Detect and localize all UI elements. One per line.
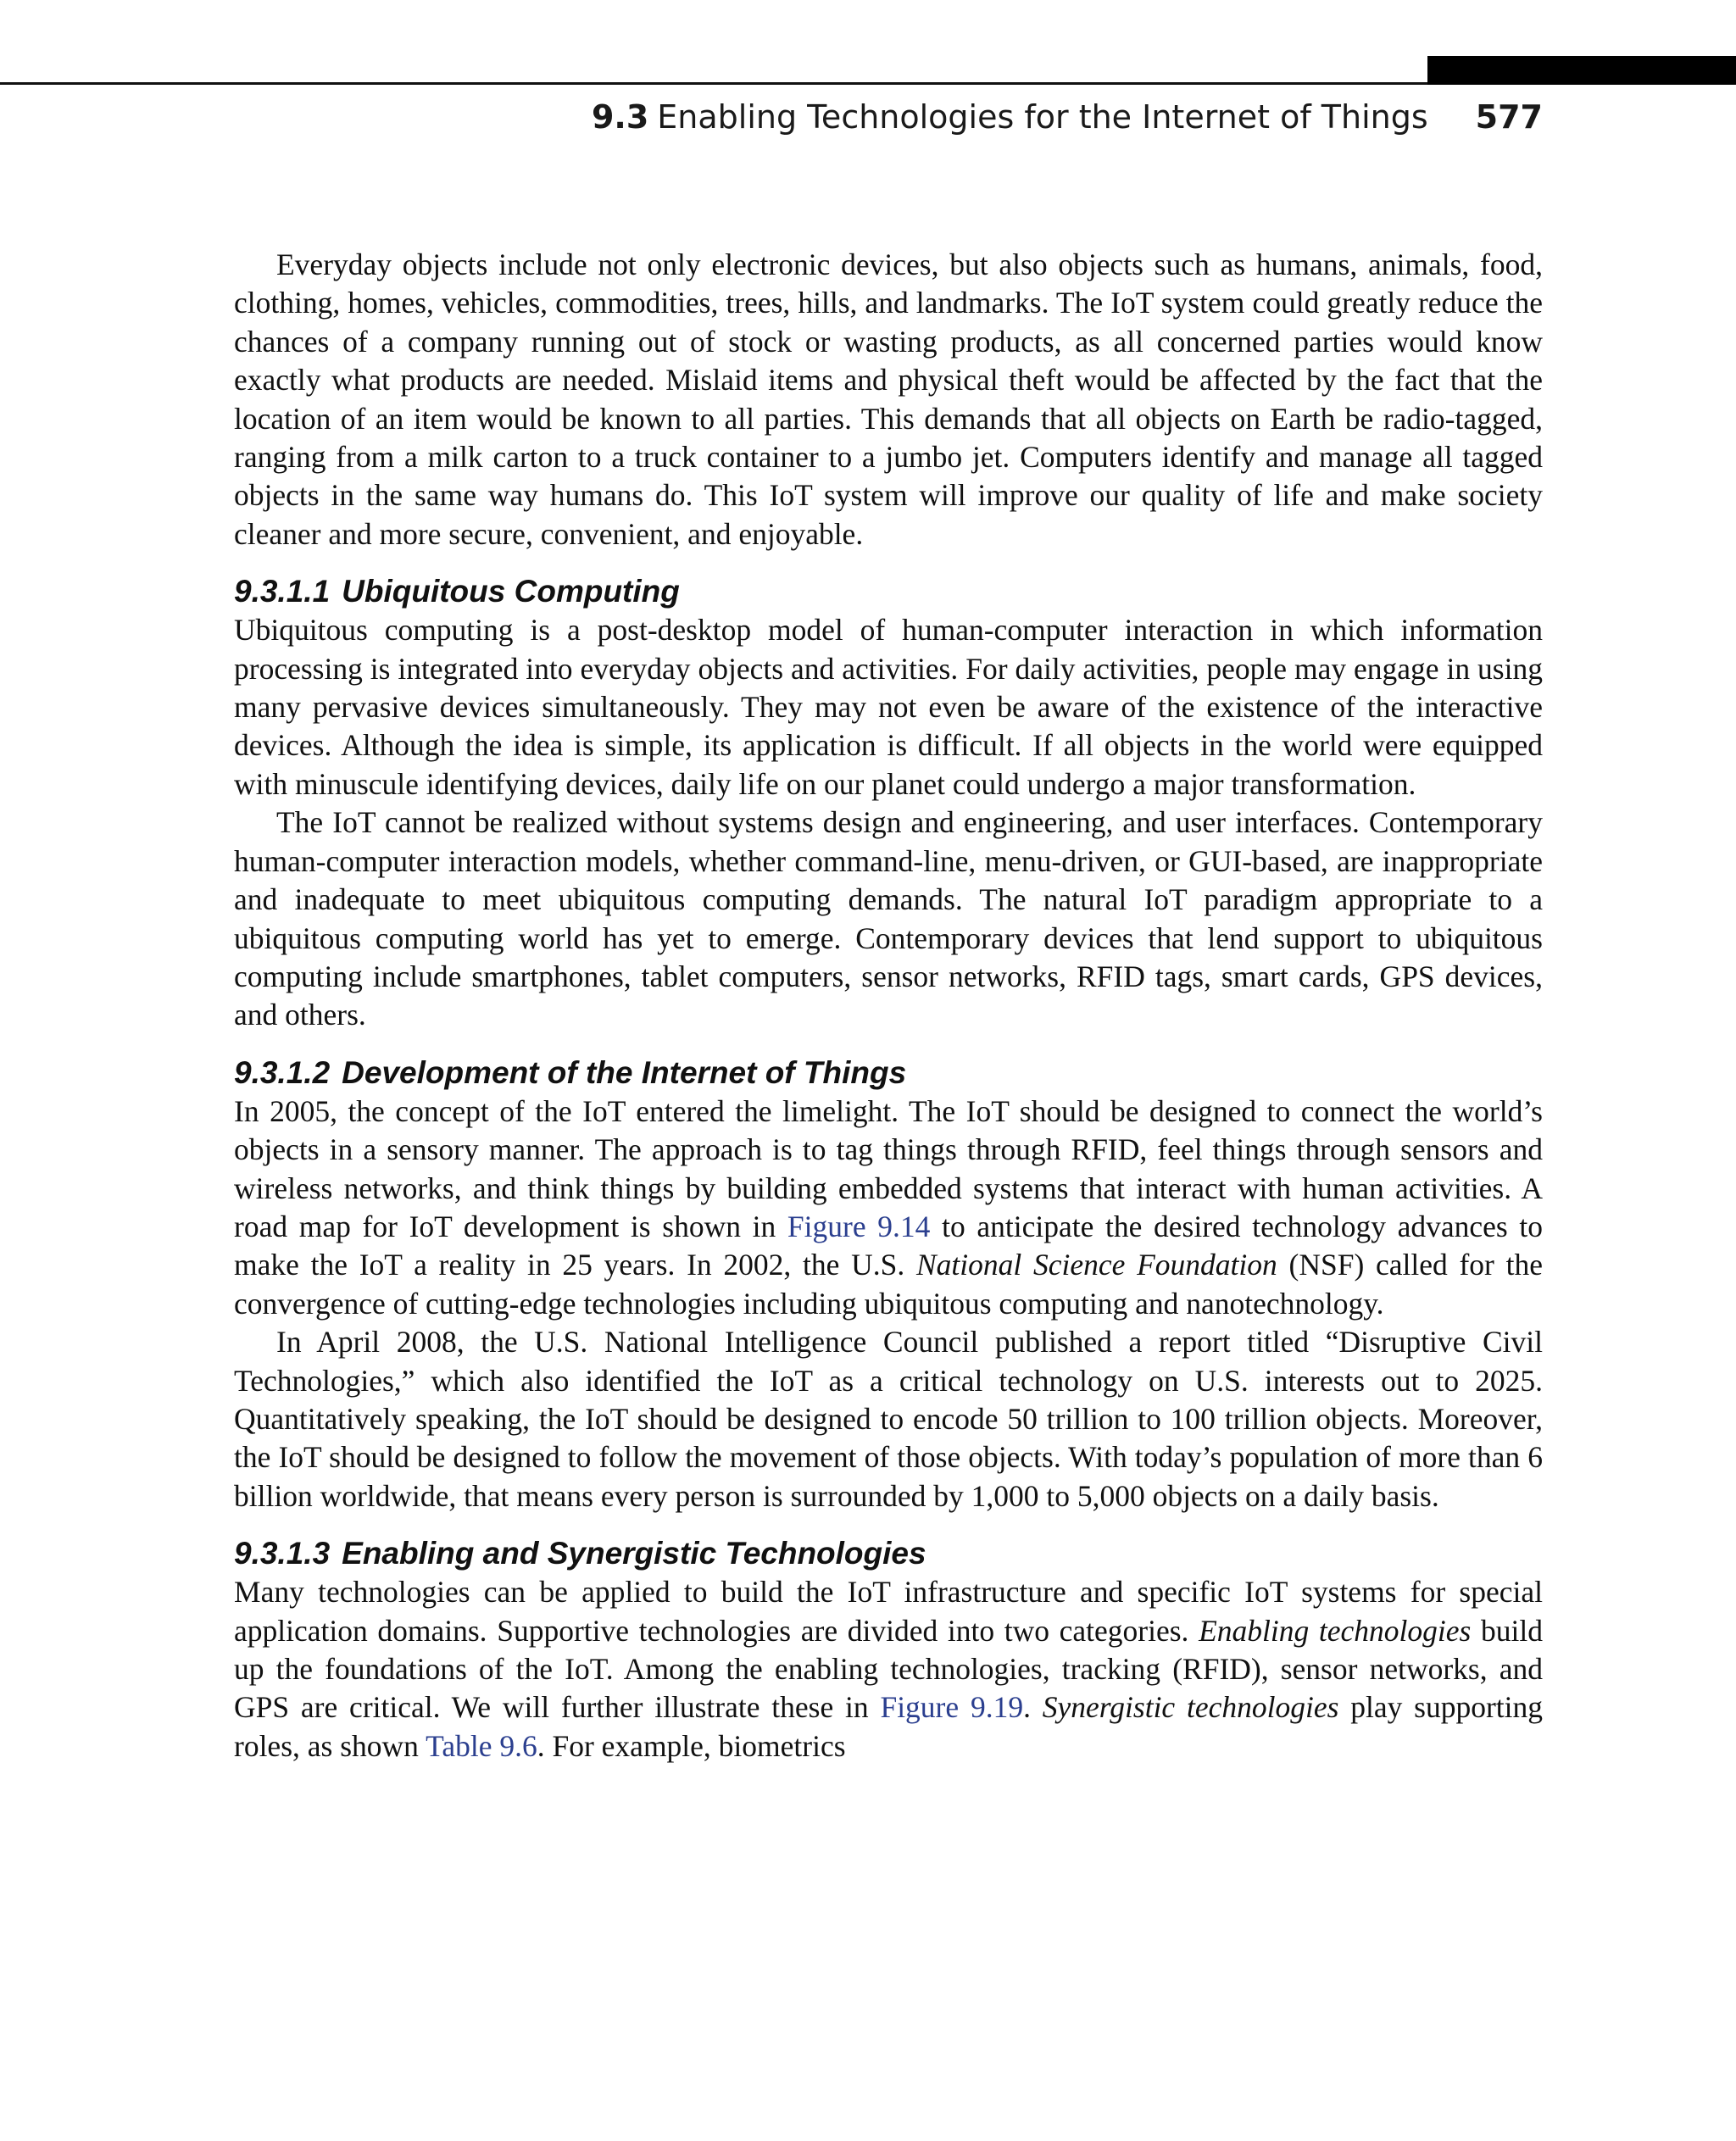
heading-title: Ubiquitous Computing — [342, 574, 680, 609]
table-link[interactable]: Table 9.6 — [426, 1728, 537, 1763]
enabling-paragraph-1 — [234, 1573, 1543, 1766]
heading-number: 9.3.1.2 — [234, 1054, 331, 1090]
text-run: . For example, biometrics — [537, 1728, 846, 1763]
ubiquitous-paragraph-2: The IoT cannot be realized without systems design and engineering, and user interfaces. Contemporary human-computer interaction models, whether command-line, menu-driven, or GUI-based, are inappropriate and inadequate to meet ubiquitous computing demands. The natural IoT paradigm appropriate to a ubiquitous computing world has yet to emerge. Contemporary devices that lend support to ubiquitous computing include smartphones, tablet computers, sensor networks, RFID tags, smart cards, GPS devices, and others. — [234, 805, 1543, 1032]
development-paragraph-1 — [234, 1093, 1543, 1323]
spacer — [234, 1035, 1543, 1054]
text-run: build up the foundations of the IoT. Among the enabling technologies, tracking (RFID), sensor networks, and GPS are critical. We will further illustrate these in — [234, 1613, 1543, 1725]
heading-enabling-synergistic — [234, 1534, 1543, 1573]
text-run: . — [1023, 1690, 1043, 1725]
spacer — [234, 553, 1543, 572]
heading-ubiquitous-computing — [234, 572, 1543, 611]
spacer — [234, 1515, 1543, 1534]
intro-paragraph: Everyday objects include not only electronic devices, but also objects such as humans, animals, food, clothing, homes, vehicles, commodities, trees, hills, and landmarks. The IoT system could greatly reduce the chances of a company running out of stock or wasting products, as all concerned parties would know exactly what products are needed. Mislaid items and physical theft would be affected by the fact that the location of an item would be known to all parties. This demands that all objects on Earth be radio-tagged, ranging from a milk carton to a truck container to a jumbo jet. Computers identify and manage all tagged objects in the same way humans do. This IoT system will improve our quality of life and make society cleaner and more secure, convenient, and enjoyable. — [234, 247, 1543, 551]
text-run: Many technologies can be applied to build the IoT infrastructure and specific IoT systems for special application domains. Supportive technologies are divided into two categories. — [234, 1575, 1543, 1648]
page-edge-tab — [1427, 56, 1736, 85]
emphasis-text: Synergistic technologies — [1042, 1690, 1339, 1725]
running-head — [234, 92, 1543, 142]
heading-development-of-iot — [234, 1054, 1543, 1093]
emphasis-text: National Science Foundation — [915, 1248, 1277, 1282]
development-paragraph-2: In April 2008, the U.S. National Intelligence Council published a report titled “Disruptive Civil Technologies,” which also identified the IoT as a critical technology on U.S. interests out to 2025. Quantitatively speaking, the IoT should be designed to encode 50 trillion to 100 trillion objects. Moreover, the IoT should be designed to follow the movement of those objects. With today’s population of more than 6 billion worldwide, that means every person is surrounded by 1,000 to 5,000 objects on a daily basis. — [234, 1325, 1543, 1513]
running-head-section-title: Enabling Technologies for the Internet of Things — [657, 98, 1428, 136]
text-run: to anticipate the desired technology advances to make the IoT a reality in 25 years. In 2002, the U.S. — [234, 1209, 1544, 1282]
text-run: play supporting roles, as shown — [234, 1690, 1544, 1763]
page-number: 577 — [1475, 98, 1543, 136]
figure-link[interactable]: Figure 9.19 — [880, 1690, 1024, 1725]
heading-title: Development of the Internet of Things — [342, 1054, 907, 1090]
emphasis-text: Enabling technologies — [1199, 1613, 1472, 1648]
page-body — [234, 246, 1543, 1766]
text-run: In 2005, the concept of the IoT entered the limelight. The IoT should be designed to connect the world’s objects in a sensory manner. The approach is to tag things through RFID, feel things through sensors and wireless networks, and think things by building embedded systems that interact with human activities. A road map for IoT development is shown in — [234, 1093, 1543, 1243]
heading-title: Enabling and Synergistic Technologies — [342, 1536, 926, 1571]
text-run: (NSF) called for the convergence of cutting-edge technologies including ubiquitous computing and nanotechnology. — [234, 1248, 1543, 1321]
heading-number: 9.3.1.1 — [234, 574, 331, 609]
running-head-section-number: 9.3 — [591, 98, 649, 136]
ubiquitous-paragraph-1: Ubiquitous computing is a post-desktop model of human-computer interaction in which information processing is integrated into everyday objects and activities. For daily activities, people may engage in using many pervasive devices simultaneously. They may not even be aware of the existence of the interactive devices. Although the idea is simple, its application is difficult. If all objects in the world were equipped with minuscule identifying devices, daily life on our planet could undergo a major transformation. — [234, 613, 1543, 801]
figure-link[interactable]: Figure 9.14 — [787, 1209, 931, 1243]
heading-number: 9.3.1.3 — [234, 1536, 331, 1571]
